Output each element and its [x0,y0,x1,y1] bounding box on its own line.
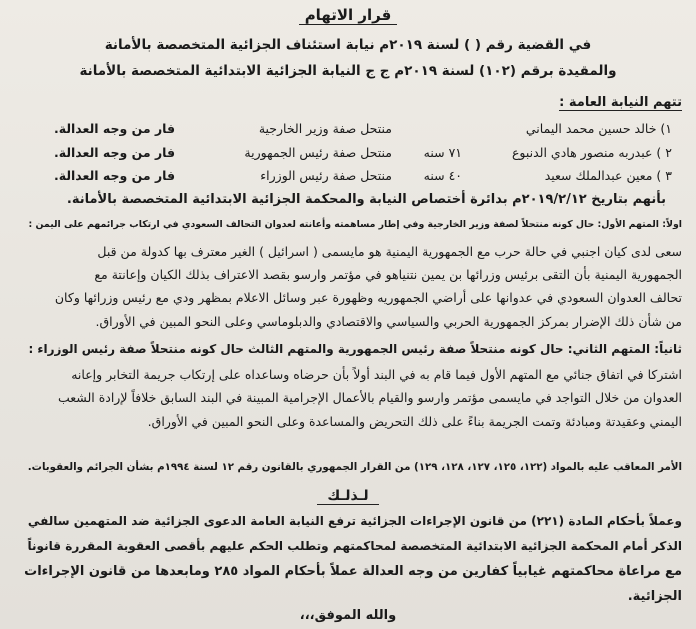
accused-row [14,145,682,163]
accused-age: ٧١ سنه [423,145,462,160]
case-heading-line-1: في القضية رقم ( ) لسنة ٢٠١٩م نيابة استئناف الجزائية المتخصصة بالأمانة [104,37,592,53]
document-title [14,6,682,24]
penal-articles-line: الأمر المعاقب عليه بالمواد (١٢٢، ١٢٥، ١٢٧، ١٢٨، ١٢٩) من القرار الجمهوري بالقانون رقم ١٢ لسنة ١٩٩٤م بشأن الجرائم والعقوبات. [27,461,682,473]
accuses-heading [14,95,682,110]
conclusion-line: مع مراعاة محاكمتهم غيابياً كفارين من وجه العدالة عملاً بأحكام المواد ٢٨٥ ومابعدها من قانون الإجراءات [24,564,682,579]
date-jurisdiction-line: بأنهم بتاريخ ٢٠١٩/٢/١٢م بدائرة أختصاص النيابة والمحكمة الجزائية الابتدائية المتخصصة بالأمانة. [66,192,666,207]
accused-name: ١) خالد حسين محمد اليماني [525,121,672,136]
charge-one-text-line: تحالف العدوان السعودي في عدوانها على أراضي الجمهوريه وظهورة عبر وسائل الاعلام بمظهر ودي مع رئيس وزرائها وكان [54,290,682,305]
accuses-heading-text: تتهم النيابة العامة : [559,95,682,110]
charge-two-text-line: اليمني وعقيدتة ومبادئة وتمت الجريمة بناءً على ذلك التحريض والمساعدة وعلى النحو المبين في الأوراق. [147,414,682,429]
charge-two-text-line: اشتركا في اتفاق جنائي مع المتهم الأول فيما قام به في البند أولاً بأن حرضاه وساعداه على إرتكاب جريمة التخابر وإعانه [71,367,682,382]
charge-one-text-line: سعى لدى كيان اجنبي في حالة حرب مع الجمهورية اليمنية هو مايسمى ( اسرائيل ) الغير معترف بها كدولة من قبل [97,244,682,259]
charge-two-heading: ثانياً: المتهم الثاني: حال كونه منتحلاً صفة رئيس الجمهورية والمتهم الثالث حال كونه منتحلاً صفة رئيس الوزراء : [28,342,682,356]
document-title-text: قرار الاتهام [299,6,398,25]
conclusion-line: الجزائية. [627,589,682,604]
case-heading-line-2: والمقيدة برقم (١٠٢) لسنة ٢٠١٩م ج ج النيابة الجزائية الابتدائية المتخصصة بالأمانة [79,63,617,79]
accused-role: منتحل صفة رئيس الوزراء [260,168,392,183]
conclusion-line: الذكر أمام المحكمة الجزائية الابتدائية المتخصصة لمحاكمتهم وتطلب الحكم عليهم بأقصى العقوبة المقررة قانوناً [27,539,682,553]
charge-one-text-line: الجمهورية اليمنية بأن التقى برئيس وزرائها بن يمين نتنياهو في مؤتمر وارسو بقصد الاعتراف بذلك الكيان وإعانتة مع [94,267,682,282]
accused-age: ٤٠ سنه [423,168,462,183]
conclusion-line: وعملاً بأحكام المادة (٢٢١) من قانون الإجراءات الجزائية ترفع النيابة العامة الدعوى الجزائية ضد المتهمين سالفي [27,514,682,528]
accused-row [14,168,682,186]
accused-name: ٣ ) معين عبدالملك سعيد [544,168,672,183]
therefore-heading-text: لـذلـك [317,488,378,505]
accused-role: منتحل صفة وزير الخارجية [258,121,392,136]
charge-one-text-line: من شأن ذلك الإضرار بمركز الجمهورية الحربي والسياسي والاقتصادي والدبلوماسي وعلى النحو المبين في الأوراق. [95,314,682,329]
accused-status: فار من وجه العدالة. [54,121,176,136]
charge-two-text-line: العدوان من خلال التواجد في مايسمى مؤتمر وارسو والقيام بالأعمال الإجرامية المبينة في البند السابق خلافاً لإرادة الشعب [58,390,682,405]
accused-role: منتحل صفة رئيس الجمهورية [244,145,392,160]
accused-name: ٢ ) عبدربه منصور هادي الدنبوع [511,145,672,160]
charge-one-heading: اولاً: المتهم الأول: حال كونه منتحلاً لصفة وزير الخارجية وفي إطار مساهمته وأعانته لعدوان التحالف السعودي في ارتكاب جرائمهم على اليمن : [28,219,682,230]
closing-line: والله الموفق،،، [299,608,397,623]
therefore-heading [14,488,682,504]
accused-row [14,121,682,139]
accused-status: فار من وجه العدالة. [54,145,176,160]
accused-status: فار من وجه العدالة. [54,168,176,183]
